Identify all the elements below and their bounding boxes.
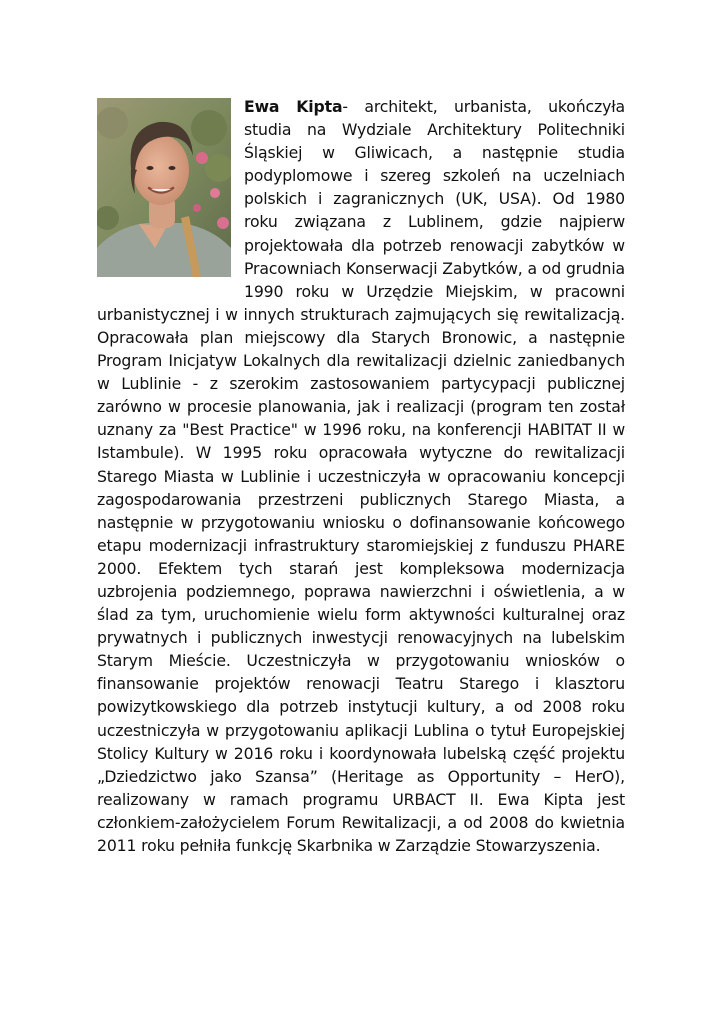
biography-text: - architekt, urbanista, ukończyła studia na Wydziale Architektury Politechniki Śląskiej w Gliwicach, a następnie studia podyplomowe i szereg szkoleń na uczelniach polskich i zagranicznych (UK, USA). Od 1980 roku związana z Lublinem, gdzie najpierw projektowała dla potrzeb renowacji zabytków w Pracowniach Konserwacji Zabytków, a od grudnia 1990 roku w Urzędzie Miejskim, w pracowni urbanistycznej i w innych strukturach zajmujących się rewitalizacją. Opracowała plan miejscowy dla Starych Bronowic, a następnie Program Inicjatyw Lokalnych dla rewitalizacji dzielnic zaniedbanych w Lublinie - z szerokim zastosowaniem partycypacji publicznej zarówno w procesie planowania, jak i realizacji (program ten został uznany za "Best Practice" w 1996 roku, na konferencji HABITAT II w Istambule). W 1995 roku opracowała wytyczne do rewitalizacji Starego Miasta w Lublinie i uczestniczyła w opracowaniu koncepcji zagospodarowania przestrzeni publicznych Starego Miasta, a następnie w przygotowaniu wniosku o dofinansowanie końcowego etapu modernizacji infrastruktury staromiejskiej z funduszu PHARE 2000. Efektem tych starań jest kompleksowa modernizacja uzbrojenia podziemnego, poprawa nawierzchni i oświetlenia, a w ślad za tym, uruchomienie wielu form aktywności kulturalnej oraz prywatnych i publicznych inwestycji renowacyjnych na lubelskim Starym Mieście. Uczestniczyła w przygotowaniu wniosków o finansowanie projektów renowacji Teatru Starego i klasztoru powizytkowskiego dla potrzeb instytucji kultury, a od 2008 roku uczestniczyła w przygotowaniu aplikacji Lublina o tytuł Europejskiej Stolicy Kultury w 2016 roku i koordynowała lubelską część projektu „Dziedzictwo jako Szansa” (Heritage as Opportunity – HerO), realizowany w ramach programu URBACT II. Ewa Kipta jest członkiem-założycielem Forum Rewitalizacji, a od 2008 do kwietnia 2011 roku pełniła funkcję Skarbnika w Zarządzie Stowarzyszenia. — [97, 97, 626, 855]
portrait-photo — [97, 98, 231, 277]
document-page — [97, 95, 625, 857]
person-name: Ewa Kipta — [244, 97, 343, 116]
biography-paragraph — [97, 95, 625, 857]
